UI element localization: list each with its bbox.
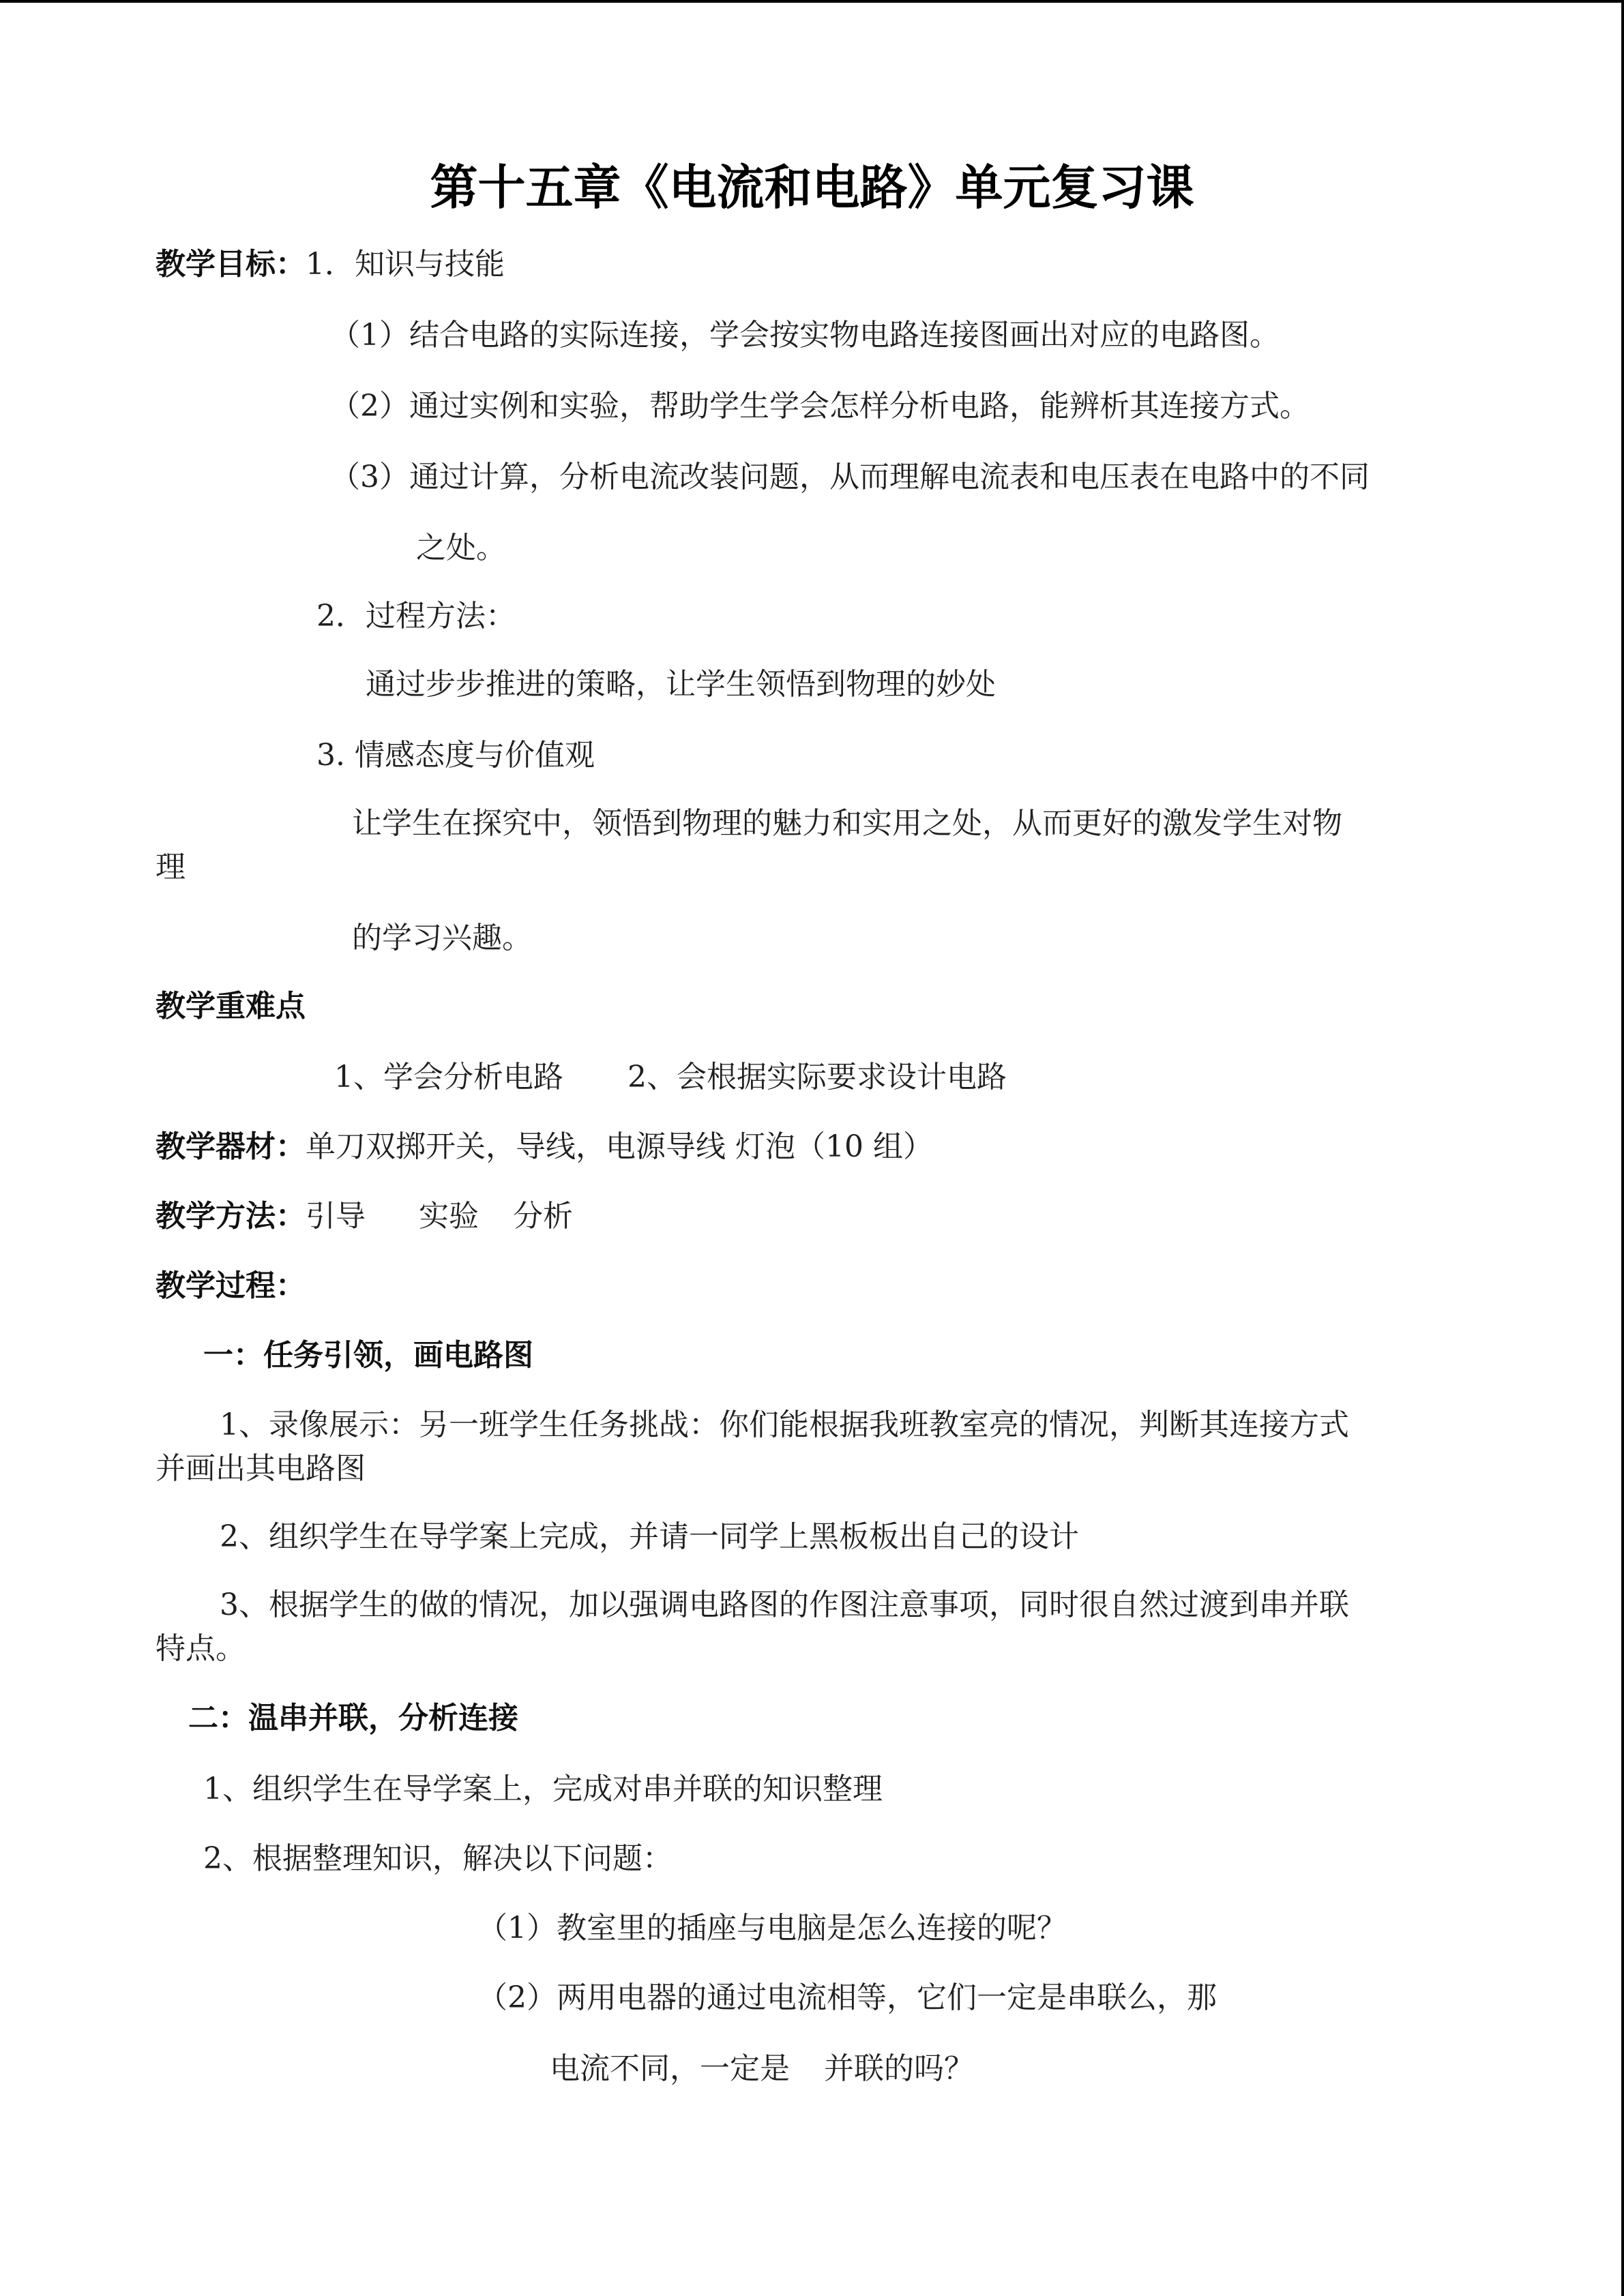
method-2: 实验 xyxy=(419,1199,479,1234)
section1-p1a: 1、录像展示：另一班学生任务挑战：你们能根据我班教室亮的情况，判断其连接方式 xyxy=(220,1407,1349,1442)
objectives-line xyxy=(156,244,505,285)
methods-heading: 教学方法： xyxy=(156,1199,306,1234)
section2-q2b-part1: 电流不同，一定是 xyxy=(550,2051,790,2086)
materials-text: 单刀双掷开关，导线，电源导线 灯泡（10 组） xyxy=(306,1129,933,1164)
section1-p2: 2、组织学生在导学案上完成，并请一同学上黑板板出自己的设计 xyxy=(220,1519,1079,1554)
objectives-item1-3b: 之处。 xyxy=(416,531,506,565)
key-points-item1: 1、学会分析电路 xyxy=(334,1060,563,1094)
key-points-item2: 2、会根据实际要求设计电路 xyxy=(628,1060,1007,1094)
objectives-item2: 2．过程方法： xyxy=(316,599,516,633)
section2-q1: （1）教室里的插座与电脑是怎么连接的呢？ xyxy=(477,1911,1067,1945)
objectives-item1-2: （2）通过实例和实验，帮助学生学会怎样分析电路，能辨析其连接方式。 xyxy=(330,389,1310,423)
objectives-item3: 3. 情感态度与价值观 xyxy=(316,738,595,773)
section1-p1b: 并画出其电路图 xyxy=(156,1451,366,1486)
section2-q2a: （2）两用电器的通过电流相等，它们一定是串联么，那 xyxy=(477,1980,1217,2015)
objectives-item2-text: 通过步步推进的策略，让学生领悟到物理的妙处 xyxy=(366,667,996,702)
section2-p2: 2、根据整理知识，解决以下问题： xyxy=(203,1841,673,1876)
materials-line xyxy=(156,1127,933,1167)
process-heading: 教学过程： xyxy=(156,1268,306,1303)
page-border-top xyxy=(0,0,1624,3)
objectives-item1: 1．知识与技能 xyxy=(306,247,505,282)
objectives-heading: 教学目标： xyxy=(156,247,306,282)
method-1: 引导 xyxy=(306,1199,366,1234)
key-points-heading: 教学重难点 xyxy=(156,989,306,1024)
method-3: 分析 xyxy=(513,1199,573,1234)
page-border-right xyxy=(1621,0,1624,2296)
section1-p3a: 3、根据学生的做的情况，加以强调电路图的作图注意事项，同时很自然过渡到串并联 xyxy=(220,1587,1349,1622)
objectives-item1-1: （1）结合电路的实际连接，学会按实物电路连接图画出对应的电路图。 xyxy=(330,318,1280,353)
section2-q2b xyxy=(550,2048,974,2089)
objectives-item1-3a: （3）通过计算，分析电流改装问题，从而理解电流表和电压表在电路中的不同 xyxy=(330,460,1370,494)
section2-heading: 二：温串并联，分析连接 xyxy=(188,1701,518,1735)
page-title: 第十五章《电流和电路》单元复习课 xyxy=(430,160,1194,215)
section1-p3b: 特点。 xyxy=(156,1631,246,1666)
methods-line xyxy=(156,1196,573,1237)
materials-heading: 教学器材： xyxy=(156,1129,306,1164)
section2-p1: 1、组织学生在导学案上，完成对串并联的知识整理 xyxy=(203,1772,883,1806)
objectives-item3-text-b: 理 xyxy=(156,850,186,884)
section1-heading: 一：任务引领，画电路图 xyxy=(203,1338,533,1373)
section2-q2b-part2: 并联的吗？ xyxy=(824,2051,974,2086)
objectives-item3-text-c: 的学习兴趣。 xyxy=(352,921,532,955)
objectives-item3-text-a: 让学生在探究中，领悟到物理的魅力和实用之处，从而更好的激发学生对物 xyxy=(352,806,1342,841)
